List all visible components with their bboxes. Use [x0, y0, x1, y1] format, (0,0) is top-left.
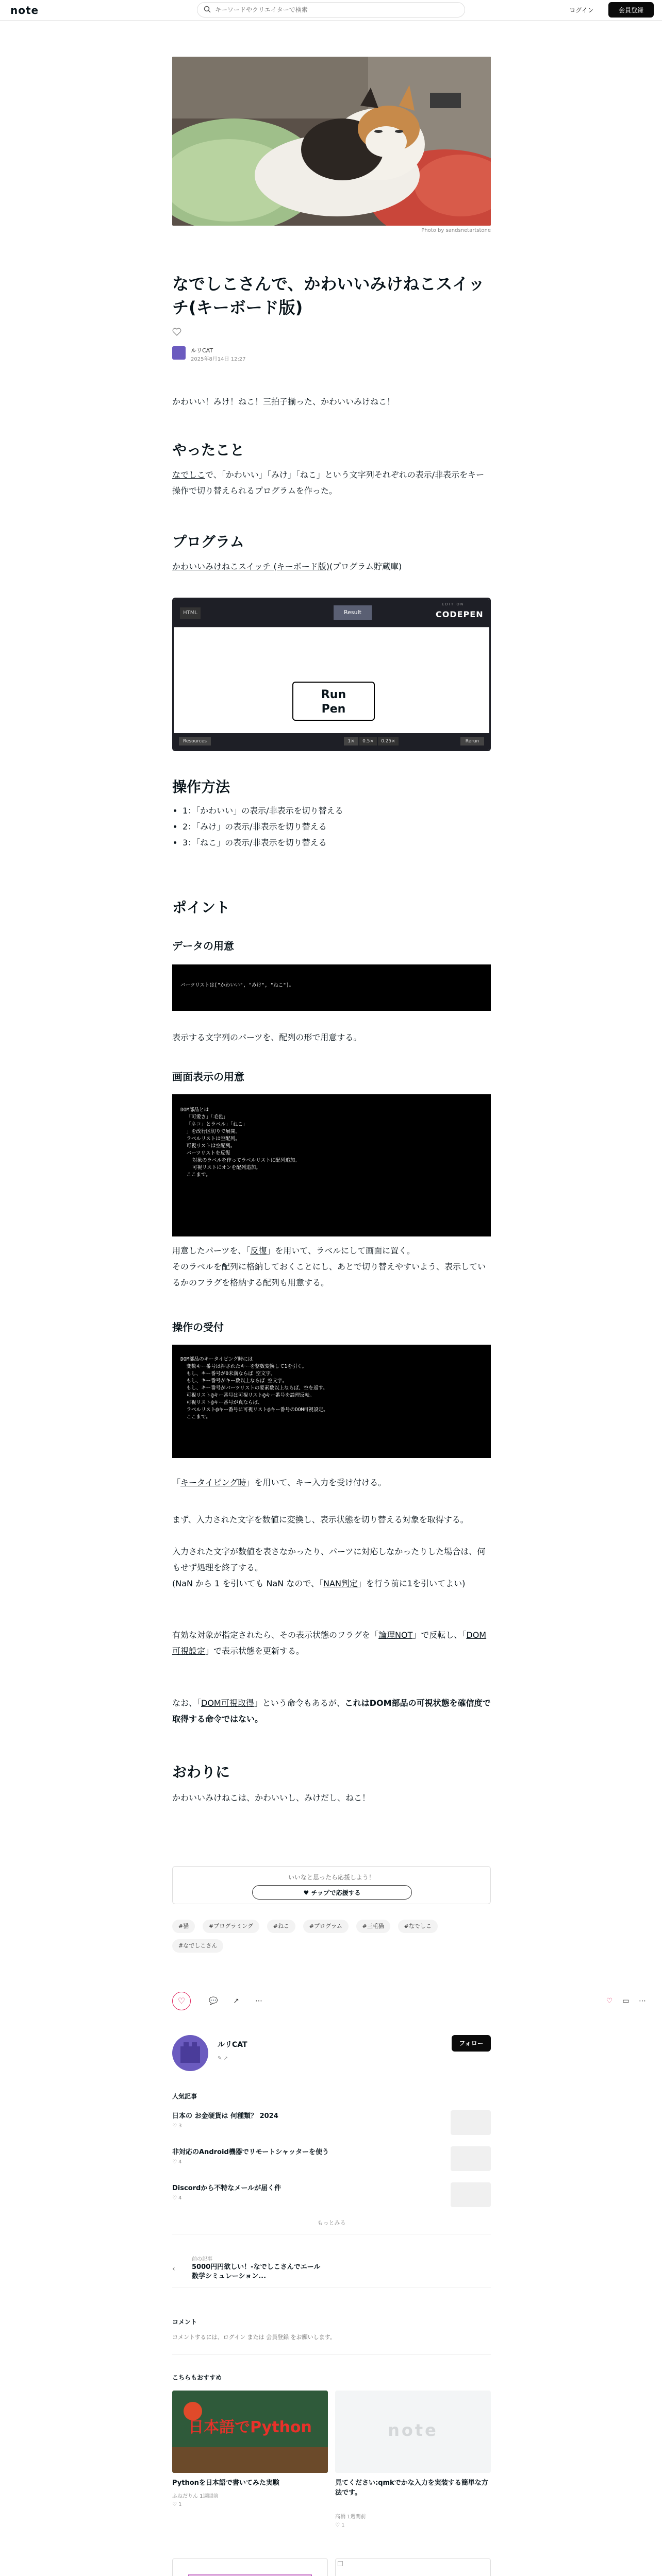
code-block-screen: DOM部品とは 「可愛さ」「毛色」 「ネコ」とラベル」「ねこ」 」を改行区切りで展開。 ラベルリストは空配列。 可視リストは空配列。 パーツリストを反復 対象のラベルを作ってラベルリストに配列追加。 可視リストにオンを配列追加。 ここまで。 [172, 1094, 491, 1236]
recommend-label: こちらもおすすめ [172, 2374, 222, 2381]
code-block-data: パーツリストは["かわいい", "みけ", "ねこ"]。 [172, 964, 491, 1011]
heading-screen: 画面表示の用意 [172, 1071, 244, 1083]
input-text-6-bold: これはDOM部品の可視状態を確信度で取得する命令ではない。 [172, 1698, 491, 1724]
comments-login-text: コメントするには、ログイン または 会員登録 をお願いします。 [172, 2334, 336, 2341]
article-title: なでしこさんで、かわいいみけねこスイッチ(キーボード版) [172, 274, 485, 317]
share-icon[interactable]: ↗ [233, 1997, 239, 2005]
publish-date: 2025年8月14日 12:27 [191, 357, 246, 362]
popular-item[interactable]: 日本の お金硬貨は 何種類？ 2024 ♡ 3 [172, 2110, 491, 2131]
more-link[interactable]: もっとみる [172, 2218, 491, 2234]
heart-icon: ♡ [177, 1996, 186, 2006]
codepen-html-tab[interactable]: HTML [180, 607, 201, 619]
comment-icon[interactable]: 💬 [209, 1997, 218, 2005]
nan-link[interactable]: NAN判定 [323, 1579, 358, 1588]
input-text-5: 有効な対象が指定されたら、その表示状態のフラグを「論理NOT」で反転し、「DOM可視設定」で表示状態を更新する。 [172, 1630, 487, 1656]
profile-avatar[interactable] [172, 2035, 208, 2071]
operation-item: • 2：「みけ」の表示/非表示を切り替える [183, 819, 491, 835]
operation-item: • 3：「ねこ」の表示/非表示を切り替える [183, 835, 491, 851]
tag-item[interactable]: #ねこ [267, 1920, 295, 1933]
intro-text: かわいい！みけ！ねこ！三拍子揃った、かわいいみけねこ！ [172, 397, 395, 406]
nadeshiko-link[interactable]: なでしこ [172, 470, 206, 480]
like-button[interactable] [172, 1992, 191, 2010]
tag-item[interactable]: #プログラミング [203, 1920, 259, 1933]
hero-caption: Photo by sandsnetartstone [421, 228, 491, 233]
recommend-author[interactable]: 高橋 1週間前 [335, 2514, 366, 2520]
codepen-embed [172, 598, 491, 751]
program-link-line [172, 558, 491, 574]
dom-visible-get-link[interactable]: DOM可視取得 [201, 1698, 254, 1708]
recommend-thumb[interactable] [172, 2558, 328, 2576]
tag-item[interactable]: #なでしこ [398, 1920, 438, 1933]
input-text-2: まず、入力された文字を数値に変換し、表示状態を切り替える対象を取得する。 [172, 1515, 469, 1524]
recommend-likes: ♡ 1 [172, 2502, 182, 2507]
signup-button[interactable]: 会員登録 [608, 2, 654, 18]
operation-item: • 1：「かわいい」の表示/非表示を切り替える [183, 803, 491, 819]
ending-text: かわいいみけねこは、かわいいし、みけだし、ねこ！ [172, 1793, 371, 1803]
zoom-1x[interactable]: 1× [344, 737, 358, 745]
recommend-thumb[interactable]: note [335, 2391, 491, 2473]
popular-label: 人気記事 [172, 2093, 197, 2100]
site-header [0, 0, 662, 21]
popular-item[interactable]: Discordから不特なメールが届く件 ♡ 4 [172, 2182, 491, 2203]
recommend-title[interactable]: Pythonを日本語で書いてみた実験 [172, 2479, 279, 2487]
codepen-edit-on: EDIT ON [442, 602, 465, 606]
heading-input: 操作の受付 [172, 1321, 224, 1333]
codepen-result-tab[interactable]: Result [334, 605, 372, 620]
more-icon[interactable]: ⋯ [255, 1997, 262, 2005]
input-text-4: (NaN から 1 を引いても NaN なので、「NAN判定」を行う前に1を引いてよい) [172, 1579, 466, 1588]
repeat-link[interactable]: 反復 [250, 1246, 267, 1256]
hero-image [172, 57, 491, 226]
input-text-6: なお、「DOM可視取得」という命令もあるが、これはDOM部品の可視状態を確信度で取得する命令ではない。 [172, 1698, 491, 1724]
previous-article[interactable]: ‹ 前の記事 5000円円欲しい！-なでしこさんでエール数学シミュレーション... [172, 2252, 491, 2287]
author-avatar[interactable] [172, 346, 186, 360]
profile-social-icons[interactable]: ✎ ↗ [218, 2056, 228, 2061]
follow-button[interactable]: フォロー [452, 2035, 491, 2052]
popular-item[interactable]: 非対応のAndroid機器でリモートシャッターを使う ♡ 4 [172, 2146, 491, 2167]
support-label: いいなと思ったら応援しよう！ [288, 1874, 375, 1881]
recommend-title[interactable]: 見てください:qmkでかな入力を実装する簡単な方法です。 [335, 2479, 488, 2497]
yattakoto-body: で、「かわいい」「みけ」「ねこ」という文字列それぞれの表示/非表示をキー操作で切り替えられるプログラムを作った。 [172, 470, 485, 496]
tag-list-row2 [172, 1939, 228, 1953]
heading-program: プログラム [172, 533, 244, 550]
code-block-input: DOM部品のキータイピング時には 変数キー番号は押されたキーを整数変換して1を引く。 もし、キー番号が0未満ならば 空文字。 もし、キー番号がキー数以上ならば 空文字。 もし、キー番号がパーツリストの要素数以上ならば、空を返す。 可視リスト@キー番号は可視リスト@キー番号を論理反転。 可視リスト@キー番号が真ならば、 ラベルリスト@キー番号に可視リスト@キー番号のDOM可視設定。 ここまで。 [172, 1345, 491, 1458]
codepen-bottombar [174, 733, 489, 750]
screen-text-2: そのラベルを配列に格納しておくことにし、あとで切り替えやすいよう、表示しているかのフラグを格納する配列も用意する。 [172, 1262, 486, 1287]
chevron-left-icon: ‹ [172, 2265, 175, 2273]
rerun-button[interactable]: Rerun [460, 737, 484, 745]
logic-not-link[interactable]: 論理NOT [378, 1630, 413, 1640]
operation-list [172, 803, 491, 851]
menu-icon[interactable]: ⋯ [639, 1997, 646, 2005]
program-suffix: (プログラム貯蔵庫) [329, 562, 402, 571]
search-icon [204, 6, 211, 14]
recommend-thumb[interactable] [335, 2558, 491, 2576]
codepen-brand[interactable]: CODEPEN [436, 609, 484, 619]
tag-item[interactable]: #プログラム [303, 1920, 349, 1933]
login-button[interactable]: ログイン [563, 2, 600, 18]
search-input[interactable] [215, 6, 457, 13]
heading-operation: 操作方法 [172, 778, 230, 795]
heading-ending: おわりに [172, 1764, 230, 1781]
run-pen-button[interactable]: Run Pen [292, 682, 375, 721]
author-name[interactable]: ルリCAT [191, 347, 213, 354]
heading-yattakoto: やったこと [172, 442, 245, 459]
input-text-1: 「キータイピング時」を用いて、キー入力を受け付ける。 [172, 1478, 387, 1487]
codepen-topbar [174, 599, 489, 627]
comments-label: コメント [172, 2318, 197, 2326]
profile-name[interactable]: ルリCAT [218, 2041, 247, 2049]
key-typing-link[interactable]: キータイピング時 [180, 1478, 246, 1487]
title-like-icon[interactable] [172, 328, 181, 338]
program-link[interactable]: かわいいみけねこスイッチ (キーボード版) [172, 562, 329, 571]
like-right-icon[interactable]: ♡ [606, 1997, 613, 2005]
codepen-resources[interactable]: Resources [179, 737, 211, 745]
tag-item[interactable]: #猫 [172, 1920, 195, 1933]
yattakoto-text [172, 467, 491, 499]
zoom-05x[interactable]: 0.5× [359, 737, 377, 745]
data-text: 表示する文字列のパーツを、配列の形で用意する。 [172, 1032, 362, 1042]
support-box [172, 1866, 491, 1904]
dom-visible-set-link[interactable]: DOM可視設定 [172, 1630, 487, 1656]
input-text-3: 入力された文字が数値を表さなかったり、パーツに対応しなかったりした場合は、何もせず処理を終了する。 [172, 1547, 486, 1572]
heading-data: データの用意 [172, 940, 234, 952]
zoom-025x[interactable]: 0.25× [378, 737, 399, 745]
screen-text-1: 用意したパーツを、「反復」を用いて、ラベルにして画面に置く。 [172, 1246, 415, 1256]
bookmark-icon[interactable]: ▭ [622, 1997, 630, 2005]
heading-point: ポイント [172, 899, 230, 916]
recommend-thumb[interactable]: 日本語でPython [172, 2391, 328, 2473]
tag-item[interactable]: #三毛猫 [356, 1920, 390, 1933]
tip-button[interactable]: ♥ チップで応援する [252, 1885, 412, 1900]
tip-icon: ♥ [303, 1889, 311, 1896]
recommend-likes: ♡ 1 [335, 2522, 345, 2528]
search-box[interactable] [197, 2, 465, 18]
recommend-author[interactable]: ふねだりん 1週間前 [172, 2494, 219, 2499]
note-logo[interactable]: note [10, 4, 39, 16]
tag-item[interactable]: #なでしこさん [172, 1939, 223, 1953]
tag-list [172, 1920, 491, 1933]
